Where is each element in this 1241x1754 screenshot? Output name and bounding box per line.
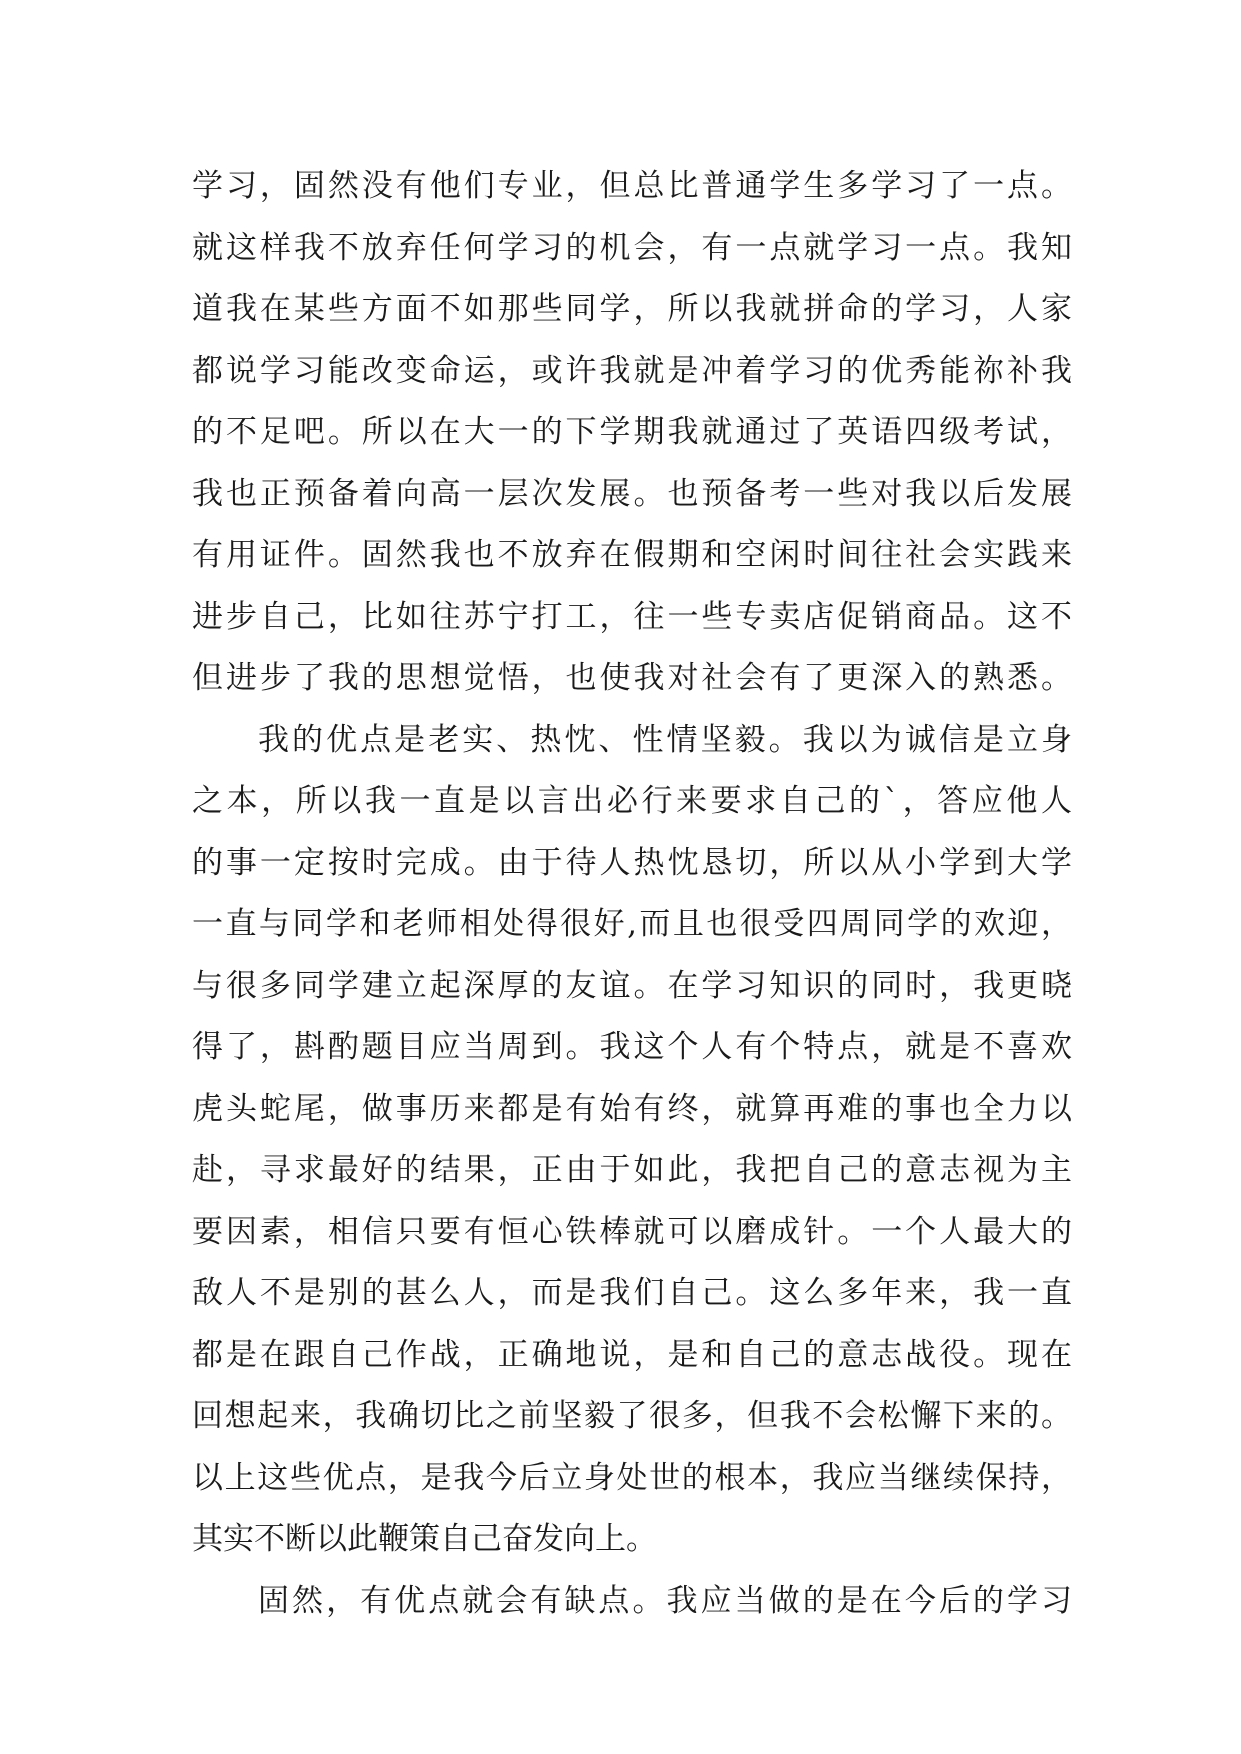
text-line: 之本，所以我一直是以言出必行来要求自己的`，答应他人 — [192, 783, 1072, 819]
text-line: 赴，寻求最好的结果，正由于如此，我把自己的意志视为主 — [192, 1152, 1072, 1188]
text-line: 的不足吧。所以在大一的下学期我就通过了英语四级考试， — [192, 414, 1072, 450]
text-line: 就这样我不放弃任何学习的机会，有一点就学习一点。我知 — [192, 229, 1072, 266]
text-line: 有用证件。固然我也不放弃在假期和空闲时间往社会实践来 — [192, 537, 1072, 573]
text-line: 与很多同学建立起深厚的友谊。在学习知识的同时，我更晓 — [192, 967, 1072, 1004]
text-line: 敌人不是别的甚么人，而是我们自己。这么多年来，我一直 — [192, 1275, 1072, 1311]
text-line: 要因素，相信只要有恒心铁棒就可以磨成针。一个人最大的 — [192, 1213, 1072, 1250]
text-line: 都是在跟自己作战，正确地说，是和自己的意志战役。现在 — [192, 1336, 1072, 1373]
paragraph-first-line: 我的优点是老实、热忱、性情坚毅。我以为诚信是立身 — [258, 721, 1072, 758]
text-line: 得了，斟酌题目应当周到。我这个人有个特点，就是不喜欢 — [192, 1029, 1072, 1065]
document-body — [192, 156, 1072, 1632]
text-line: 回想起来，我确切比之前坚毅了很多，但我不会松懈下来的。 — [192, 1398, 1072, 1434]
text-line: 都说学习能改变命运，或许我就是冲着学习的优秀能祢补我 — [192, 352, 1072, 389]
text-line: 虎头蛇尾，做事历来都是有始有终，就算再难的事也全力以 — [192, 1090, 1072, 1127]
paragraph-last-line: 其实不断以此鞭策自己奋发向上。 — [192, 1521, 657, 1557]
text-line: 一直与同学和老师相处得很好,而且也很受四周同学的欢迎， — [192, 906, 1072, 942]
text-line: 道我在某些方面不如那些同学，所以我就拼命的学习，人家 — [192, 291, 1072, 327]
text-line: 的事一定按时完成。由于待人热忱恳切，所以从小学到大学 — [192, 844, 1072, 881]
paragraph-first-line: 固然，有优点就会有缺点。我应当做的是在今后的学习 — [258, 1582, 1072, 1619]
text-line: 但进步了我的思想觉悟，也使我对社会有了更深入的熟悉。 — [192, 660, 1072, 696]
text-line: 进步自己，比如往苏宁打工，往一些专卖店促销商品。这不 — [192, 598, 1072, 635]
text-line: 以上这些优点，是我今后立身处世的根本，我应当继续保持， — [192, 1459, 1072, 1496]
text-line: 学习，固然没有他们专业，但总比普通学生多学习了一点。 — [192, 168, 1072, 204]
text-line: 我也正预备着向高一层次发展。也预备考一些对我以后发展 — [192, 475, 1072, 512]
